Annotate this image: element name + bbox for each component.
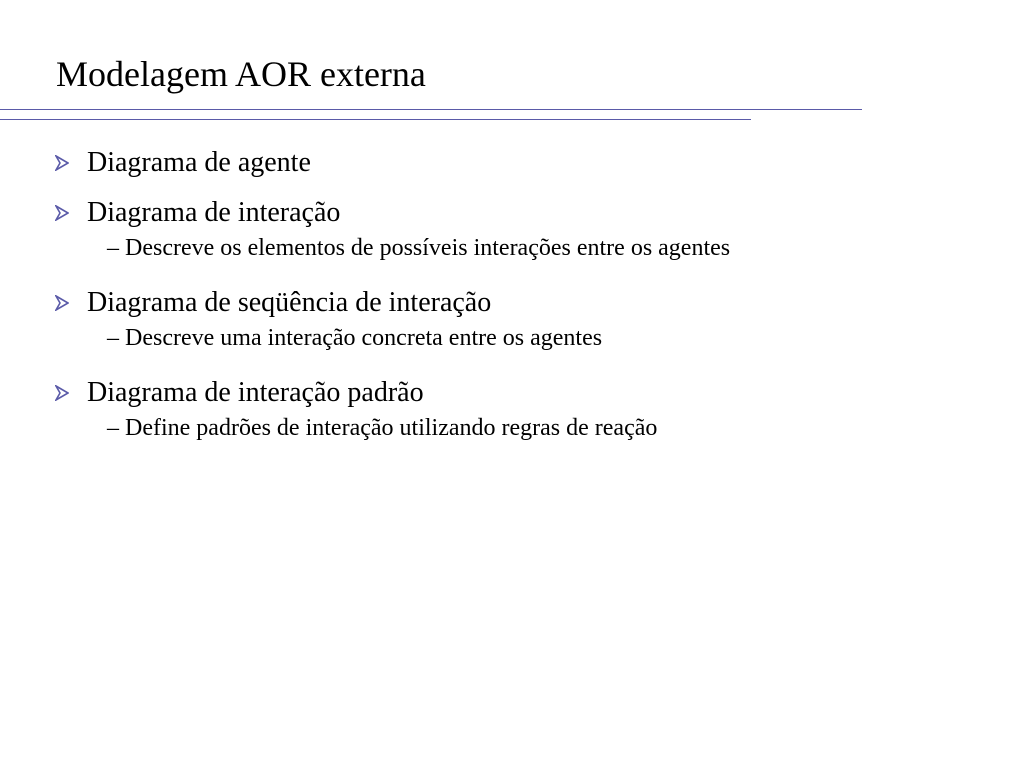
title-divider-top (0, 109, 862, 110)
bullet-text: Diagrama de interação (87, 197, 341, 228)
bullet-text: Diagrama de seqüência de interação (87, 287, 492, 318)
bullet-item (0, 193, 1024, 233)
sub-bullet-item (0, 233, 1024, 283)
sub-bullet-text: – Descreve uma interação concreta entre os agentes (107, 325, 603, 351)
sub-bullet-item (0, 413, 1024, 463)
slide-title: Modelagem AOR externa (56, 54, 426, 94)
bullet-text: Diagrama de agente (87, 147, 311, 178)
sub-bullet-text: – Descreve os elementos de possíveis interações entre os agentes (107, 235, 731, 261)
arrowhead-bullet-icon (55, 385, 69, 401)
arrowhead-bullet-icon (55, 155, 69, 171)
bullet-list (0, 143, 1024, 463)
sub-bullet-item (0, 323, 1024, 373)
bullet-text: Diagrama de interação padrão (87, 377, 424, 408)
title-divider-bottom (0, 119, 751, 120)
bullet-item (0, 143, 1024, 193)
bullet-item (0, 373, 1024, 413)
arrowhead-bullet-icon (55, 205, 69, 221)
sub-bullet-text: – Define padrões de interação utilizando regras de reação (107, 415, 658, 441)
bullet-item (0, 283, 1024, 323)
arrowhead-bullet-icon (55, 295, 69, 311)
